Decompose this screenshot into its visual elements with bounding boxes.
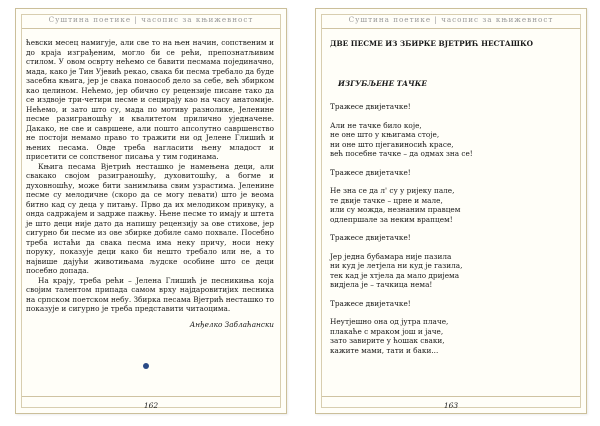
poem-line: већ посебне тачке – да одмах зна се!: [330, 149, 473, 158]
poem-line: Неутјешно она од јутра плаче,: [330, 317, 449, 326]
poem-line: видјела је – тачкица нема!: [330, 280, 433, 289]
stanza-gap: [330, 159, 574, 168]
poem-line: Тражесе двијетачке!: [330, 233, 411, 242]
stanza-gap: [330, 243, 574, 252]
stanza-gap: [330, 112, 574, 121]
stanza-gap: [330, 308, 574, 317]
poem-line: ни оне што пјегавиносић красе,: [330, 139, 454, 149]
poem-line: те двије тачке – црне и мале,: [330, 195, 443, 205]
author-signature: Анђелко Заблаћански: [189, 319, 274, 329]
section-title: ДВЕ ПЕСМЕ ИЗ ЗБИРКЕ ВЈЕТРИЋ НЕСТАШКО: [330, 39, 533, 48]
left-footer-rule: [22, 396, 280, 397]
left-page: [15, 8, 287, 414]
poem-line: плакаће с мраком још и јаче,: [330, 326, 444, 336]
right-header-rule: [322, 28, 580, 29]
right-page-number: 163: [443, 401, 459, 410]
paragraph-3: На крају, треба рећи – Јелена Глишић је песникиња која својим талентом припада самом врху најдаровитијих песника на српском поетском небу. Збирка песама Вјетрић несташко то показује и сигурно је треба представити читаоцима.: [26, 275, 274, 313]
poem-line: или су можда, незнаним правцем: [330, 205, 461, 214]
poem-line: ни куд је летјела ни куд је газила,: [330, 261, 463, 270]
paragraph-2: Књига песама Вјетрић несташко је намењена деци, али свакако својом разиграношћу, духовитошћу, а богме и духовношћу, може бити занимљива свим узрастима. Јеленине песме су мелодичне (скоро да се могу певати) што је веома битно кад су деца у питању. Прво да их мелодиком привуку, а онда садржајем и задрже пажњу. Њене песме то имају и штета је што деци није дато да напишу рецензију за ове стихове, јер сигурно би песме из ове збирке добиле само похвале. Посебно треба истаћи да свака песма има неку причу, носи неку поруку, показује деци како би нешто требало или не, а то највише дајући животињама људске особине што се деци посебно допада.: [26, 161, 274, 275]
paragraph-1: ћевски месец намигује, али све то на њен начин, сопственим и до краја изграђеним, могло би се рећи, препознатљивим стилом. У овом осврту нећемо се бавити песмама појединачно, мада, како је Тин Ујевић рекао, свака би песма требало да буде засебна књига, јер је свака понаособ дело за себе, већ збирком као целином. Нећемо, јер обично су рецензије писане тако да се издвоје три-четири песме и сецирају као на часу анатомије. Нећемо, и зато што су, мада по мотиву разнолике, Јеленине песме разиграношћу и квалитетом прилично уједначене. Дакако, не све и савршене, али пошто апсолутно савршенство не постоји немамо право то тражити ни од Јелене Глишић и њених песама. Овде треба нагласити њену младост и присетити се сопственог писања у тим годинама.: [26, 38, 274, 161]
poem-line: не оне што у књигама стоје,: [330, 130, 440, 139]
poem-line: Тражесе двијетачке!: [330, 298, 411, 308]
poem-line: тек кад је хтјела да мало дријема: [330, 270, 460, 280]
right-page-body: [330, 39, 574, 355]
poem-line: одлепршале за неким врапцем!: [330, 214, 453, 224]
bullet-ornament-icon: [143, 363, 149, 369]
poem-line: Тражесе двијетачке!: [330, 167, 411, 177]
poem-text: [330, 102, 574, 355]
poem-line: Тражесе двијетачке!: [330, 102, 411, 111]
right-footer-rule: [322, 396, 580, 397]
stanza-gap: [330, 177, 574, 186]
left-header-rule: [22, 28, 280, 29]
poem-line: Али не тачке било које,: [330, 120, 422, 130]
stanza-gap: [330, 224, 574, 233]
left-page-header: Суштина поетике | часопис за књижевност: [48, 15, 254, 24]
right-page: [315, 8, 587, 414]
left-page-body: [26, 38, 274, 329]
poem-line: Јер једна бубамара није пазила: [330, 251, 452, 261]
left-page-number: 162: [143, 401, 159, 410]
poem-line: зато завирите у ћошак сваки,: [330, 336, 445, 345]
poem-line: Не зна се да л' су у ријеку пале,: [330, 186, 455, 195]
stanza-gap: [330, 290, 574, 299]
poem-title: ИЗГУБЉЕНЕ ТАЧКЕ: [338, 78, 427, 88]
right-page-header: Суштина поетике | часопис за књижевност: [348, 15, 554, 24]
poem-line: кажите мами, тати и баки...: [330, 345, 439, 355]
